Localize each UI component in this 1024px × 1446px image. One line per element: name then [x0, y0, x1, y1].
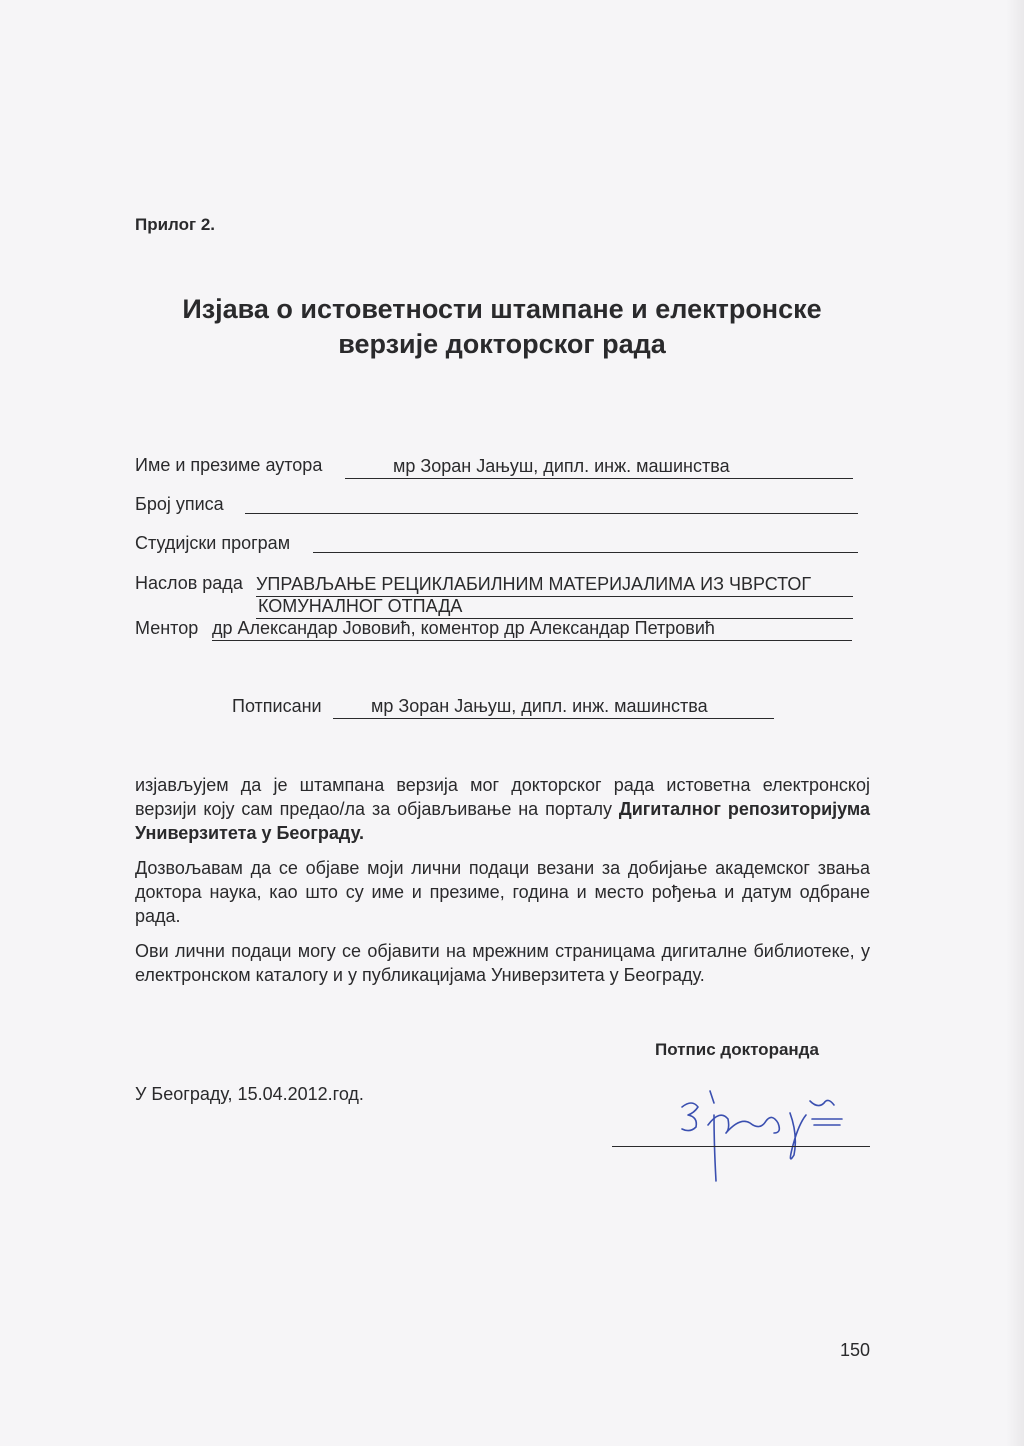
signed-field	[333, 696, 774, 719]
author-value: мр Зоран Јањуш, дипл. инж. машинства	[393, 456, 730, 476]
mentor-value: др Александар Јововић, коментор др Александар Петровић	[212, 618, 715, 638]
thesis-title-value-line1: УПРАВЉАЊЕ РЕЦИКЛАБИЛНИМ МАТЕРИЈАЛИМА ИЗ ЧВРСТОГ	[256, 574, 812, 594]
thesis-title-field-line2	[256, 596, 853, 619]
repository-name: Дигиталног репозиторијума Универзитета у Београду.	[135, 799, 870, 843]
title-line-1: Изјава о истоветности штампане и електронске	[182, 294, 822, 324]
index-label: Број уписа	[135, 494, 224, 514]
signed-label: Потписани	[232, 696, 322, 716]
mentor-label: Ментор	[135, 618, 199, 638]
place-date: У Београду, 15.04.2012.год.	[135, 1084, 364, 1104]
page-number: 150	[840, 1340, 871, 1360]
annex-label: Прилог 2.	[135, 215, 215, 234]
thesis-title-field-line1	[256, 574, 853, 597]
permission-paragraph: Дозвољавам да се објаве моји лични подаци везани за добијање академског звања доктора наука, као што су име и презиме, година и место рођења и датум одбране рада.	[135, 858, 870, 926]
publication-paragraph: Ови лични подаци могу се објавити на мрежним страницама дигиталне библиотеке, у електронском каталогу и у публикацијама Универзитета у Београду.	[135, 941, 870, 985]
mentor-field	[212, 618, 852, 641]
title-line-2: верзије докторског рада	[338, 329, 666, 359]
index-field	[245, 491, 858, 514]
thesis-title-value-line2: КОМУНАЛНОГ ОТПАДА	[258, 596, 463, 616]
program-field	[313, 530, 858, 553]
signature-line	[612, 1146, 870, 1147]
declaration-paragraph	[135, 773, 870, 845]
handwritten-signature	[670, 1085, 850, 1190]
thesis-title-label: Наслов рада	[135, 573, 243, 593]
author-field	[345, 456, 853, 479]
signed-value: мр Зоран Јањуш, дипл. инж. машинства	[371, 696, 708, 716]
signature-strokes	[682, 1091, 842, 1181]
author-label: Име и презиме аутора	[135, 455, 323, 475]
page-edge-shadow	[1006, 0, 1024, 1446]
document-title	[0, 292, 1004, 362]
program-label: Студијски програм	[135, 533, 291, 553]
declaration-text: изјављујем да је штампана верзија мог докторског рада истоветна електронској верзији коју сам предао/ла за објављивање на порталу	[135, 775, 870, 819]
signature-title: Потпис докторанда	[655, 1040, 819, 1059]
